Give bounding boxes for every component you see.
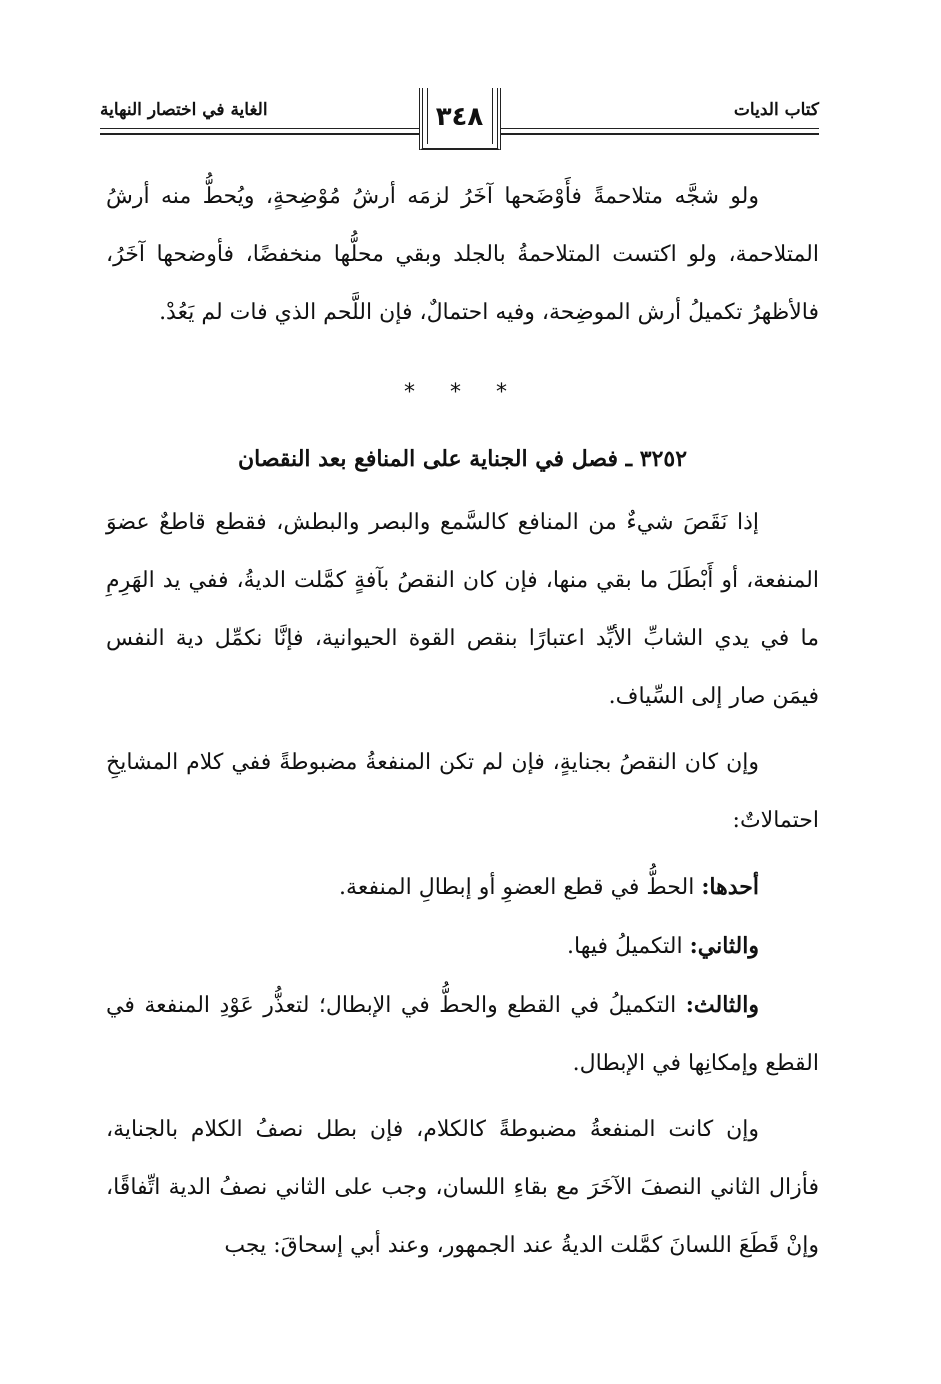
paragraph-1: ولو شجَّه متلاحمةً فأَوْضَحها آخَرُ لزمَه أرشُ مُوْضِحةٍ، ويُحطُّ منه أرشُ المتلاحمة، ولو اكتست المتلاحمةُ بالجلد وبقي محلُّها منخفضًا، فأوضحها آخَرُ، فالأظهرُ تكميلُ أرش الموضِحة، وفيه احتمالٌ، فإن اللَّحم الذي فات لم يَعُدْ. xyxy=(106,184,819,325)
page-number-frame xyxy=(419,88,501,150)
book-title: الغاية في اختصار النهاية xyxy=(100,100,268,120)
list-item-3-text: التكميلُ في القطع والحطُّ في الإبطال؛ لتعذُّر عَوْدِ المنفعة في القطع وإمكانِها في الإبطال. xyxy=(106,993,819,1076)
page-number: ٣٤٨ xyxy=(435,102,484,132)
list-item-1 xyxy=(106,858,819,917)
paragraph-3: وإن كان النقصُ بجنايةٍ، فإن لم تكن المنفعةُ مضبوطةً ففي كلام المشايخِ احتمالاتٌ: xyxy=(106,750,819,833)
list-item-1-text: الحطُّ في قطع العضوِ أو إبطالِ المنفعة. xyxy=(339,875,702,900)
page-body xyxy=(106,168,819,1275)
list-item-1-label: أحدها: xyxy=(701,874,759,900)
list-item-3-label: والثالث: xyxy=(685,992,759,1018)
paragraph-4: وإن كانت المنفعةُ مضبوطةً كالكلام، فإن بطل نصفُ الكلام بالجناية، فأزال الثاني النصفَ الآخَرَ مع بقاءِ اللسان، وجب على الثاني نصفُ الدية اتِّفاقًا، وإنْ قَطَعَ اللسانَ كمَّلت الديةُ عند الجمهور، وعند أبي إسحاقَ: يجب xyxy=(106,1117,819,1258)
section-heading: ٣٢٥٢ ـ فصل في الجناية على المنافع بعد النقصان xyxy=(237,446,688,472)
paragraph-2: إذا نَقَصَ شيءٌ من المنافع كالسَّمع والبصر والبطش، فقطع قاطعٌ عضوَ المنفعة، أو أَبْطَلَ ما بقي منها، فإن كان النقصُ بآفةٍ كمَّلت الديةُ، ففي يد الهَرِمِ ما في يدي الشابِّ الأيِّد اعتبارًا بنقص القوة الحيوانية، فإنَّا نكمِّل دية النفس فيمَن صار إلى السِّياف. xyxy=(106,510,819,709)
list-item-2-label: والثاني: xyxy=(689,933,759,959)
list-item-2-text: التكميلُ فيها. xyxy=(567,934,690,959)
list-item-2 xyxy=(106,917,819,976)
book-section-title: كتاب الديات xyxy=(733,100,819,120)
list-item-3 xyxy=(106,976,819,1093)
running-header xyxy=(100,88,819,158)
section-separator: * * * xyxy=(404,380,521,405)
